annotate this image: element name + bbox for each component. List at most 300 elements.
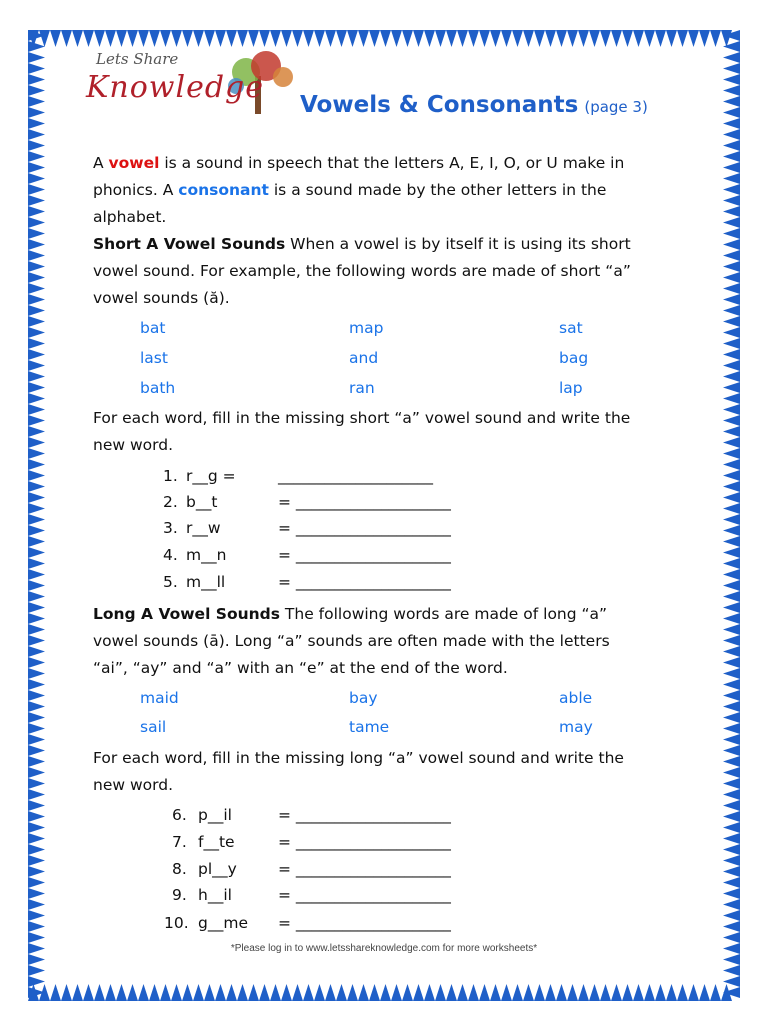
intro-line-1: A vowel is a sound in speech that the letters A, E, I, O, or U make in	[93, 154, 625, 172]
border-triangle	[723, 217, 740, 228]
border-triangle	[699, 984, 710, 1001]
border-triangle	[28, 932, 45, 943]
border-triangle	[28, 536, 45, 547]
border-triangle	[723, 569, 740, 580]
border-triangle	[723, 360, 740, 371]
border-triangle	[413, 30, 424, 47]
border-triangle	[28, 162, 45, 173]
border-triangle	[369, 984, 380, 1001]
border-triangle	[28, 426, 45, 437]
intro-line-2: phonics. A consonant is a sound made by the other letters in the	[93, 181, 607, 199]
border-triangle	[723, 261, 740, 272]
border-triangle	[545, 30, 556, 47]
border-triangle	[28, 690, 45, 701]
border-triangle	[61, 984, 72, 1001]
border-triangle	[28, 30, 45, 41]
border-triangle	[28, 206, 45, 217]
border-triangle	[28, 41, 45, 52]
exercise-number: 6.	[172, 806, 187, 824]
border-triangle	[28, 305, 45, 316]
border-triangle	[248, 984, 259, 1001]
exercise-number: 3.	[163, 519, 178, 537]
border-triangle	[723, 580, 740, 591]
border-triangle	[28, 866, 45, 877]
border-triangle	[723, 481, 740, 492]
border-triangle	[545, 984, 556, 1001]
short-a-line-2: vowel sound. For example, the following words are made of short “a”	[93, 262, 631, 280]
exercise-word: m__n	[186, 546, 227, 564]
answer-blank[interactable]: = ____________________	[278, 493, 451, 511]
border-triangle	[281, 984, 292, 1001]
exercise-number: 9.	[172, 886, 187, 904]
border-triangle	[523, 30, 534, 47]
border-triangle	[723, 349, 740, 360]
border-triangle	[28, 965, 45, 976]
border-triangle	[28, 107, 45, 118]
border-triangle	[28, 668, 45, 679]
border-triangle	[424, 984, 435, 1001]
border-triangle	[28, 217, 45, 228]
border-triangle	[723, 910, 740, 921]
border-triangle	[723, 459, 740, 470]
border-triangle	[28, 349, 45, 360]
border-triangle	[50, 984, 61, 1001]
border-triangle	[622, 30, 633, 47]
border-triangle	[28, 371, 45, 382]
border-triangle	[83, 984, 94, 1001]
border-triangle	[556, 984, 567, 1001]
title-text: Vowels & Consonants	[300, 92, 579, 118]
border-triangle	[723, 899, 740, 910]
exercise-word: f__te	[198, 833, 235, 851]
border-triangle	[655, 984, 666, 1001]
border-triangle	[723, 558, 740, 569]
border-triangle	[28, 778, 45, 789]
border-triangle	[723, 954, 740, 965]
answer-blank[interactable]: = ____________________	[278, 886, 451, 904]
border-triangle	[479, 984, 490, 1001]
border-triangle	[28, 745, 45, 756]
exercise-word: pl__y	[198, 860, 237, 878]
border-triangle	[28, 602, 45, 613]
border-triangle	[688, 30, 699, 47]
border-triangle	[723, 151, 740, 162]
border-triangle	[28, 470, 45, 481]
border-triangle	[380, 984, 391, 1001]
instruction-line-1: For each word, fill in the missing short “a” vowel sound and write the	[93, 409, 631, 427]
border-triangle	[182, 984, 193, 1001]
border-triangle	[391, 30, 402, 47]
border-triangle	[468, 30, 479, 47]
exercise-number: 1.	[163, 467, 178, 485]
border-triangle	[501, 30, 512, 47]
border-triangle	[116, 984, 127, 1001]
border-triangle	[723, 965, 740, 976]
short-a-instruction	[93, 405, 693, 459]
border-triangle	[723, 668, 740, 679]
border-triangle	[723, 679, 740, 690]
word: map	[349, 319, 384, 337]
border-triangle	[723, 470, 740, 481]
border-triangle	[723, 855, 740, 866]
border-triangle	[28, 624, 45, 635]
border-triangle	[28, 85, 45, 96]
border-triangle	[446, 984, 457, 1001]
border-triangle	[259, 984, 270, 1001]
instruction-line-1: For each word, fill in the missing long “a” vowel sound and write the	[93, 749, 624, 767]
border-triangle	[490, 984, 501, 1001]
border-triangle	[28, 338, 45, 349]
border-right	[720, 30, 740, 1001]
border-triangle	[723, 833, 740, 844]
border-triangle	[723, 283, 740, 294]
border-bottom	[28, 981, 740, 1001]
border-triangle	[424, 30, 435, 47]
border-triangle	[723, 822, 740, 833]
exercise-number: 4.	[163, 546, 178, 564]
answer-blank[interactable]: ____________________	[278, 467, 433, 485]
border-triangle	[28, 547, 45, 558]
border-triangle	[105, 984, 116, 1001]
answer-blank[interactable]: = ____________________	[278, 573, 451, 591]
footer-note: *Please log in to www.letsshareknowledge.com for more worksheets*	[230, 943, 538, 954]
border-triangle	[600, 30, 611, 47]
answer-blank[interactable]: = ____________________	[278, 546, 451, 564]
border-triangle	[611, 984, 622, 1001]
page-label: (page 3)	[584, 98, 648, 116]
word: last	[140, 349, 168, 367]
border-triangle	[723, 921, 740, 932]
border-triangle	[72, 984, 83, 1001]
answer-blank[interactable]: = ____________________	[278, 833, 451, 851]
border-triangle	[723, 448, 740, 459]
border-triangle	[28, 734, 45, 745]
border-triangle	[314, 30, 325, 47]
border-triangle	[402, 30, 413, 47]
border-triangle	[633, 30, 644, 47]
word: lap	[559, 379, 583, 397]
border-triangle	[28, 74, 45, 85]
border-triangle	[723, 41, 740, 52]
border-triangle	[215, 984, 226, 1001]
border-triangle	[28, 679, 45, 690]
border-triangle	[28, 877, 45, 888]
border-triangle	[723, 514, 740, 525]
border-triangle	[578, 30, 589, 47]
border-triangle	[204, 984, 215, 1001]
long-a-paragraph	[93, 601, 693, 682]
border-triangle	[723, 294, 740, 305]
border-triangle	[28, 228, 45, 239]
border-triangle	[138, 984, 149, 1001]
border-triangle	[723, 591, 740, 602]
border-triangle	[402, 984, 413, 1001]
border-triangle	[380, 30, 391, 47]
instruction-line-2: new word.	[93, 436, 173, 454]
border-triangle	[28, 635, 45, 646]
border-triangle	[28, 151, 45, 162]
border-triangle	[28, 844, 45, 855]
border-triangle	[723, 811, 740, 822]
border-triangle	[28, 954, 45, 965]
word: ran	[349, 379, 375, 397]
border-left	[28, 30, 48, 1001]
border-triangle	[28, 294, 45, 305]
word: maid	[140, 689, 179, 707]
border-triangle	[28, 140, 45, 151]
border-triangle	[28, 833, 45, 844]
border-triangle	[512, 30, 523, 47]
border-triangle	[556, 30, 567, 47]
border-triangle	[723, 756, 740, 767]
border-triangle	[723, 415, 740, 426]
border-triangle	[723, 63, 740, 74]
border-triangle	[336, 984, 347, 1001]
border-triangle	[28, 492, 45, 503]
border-triangle	[28, 184, 45, 195]
border-triangle	[490, 30, 501, 47]
border-triangle	[723, 118, 740, 129]
border-triangle	[28, 811, 45, 822]
border-triangle	[28, 800, 45, 811]
word: sat	[559, 319, 583, 337]
border-triangle	[723, 767, 740, 778]
border-triangle	[28, 195, 45, 206]
border-triangle	[446, 30, 457, 47]
short-a-paragraph	[93, 231, 693, 312]
border-triangle	[226, 984, 237, 1001]
border-triangle	[723, 877, 740, 888]
border-triangle	[28, 855, 45, 866]
border-triangle	[28, 503, 45, 514]
answer-blank[interactable]: = ____________________	[278, 914, 451, 932]
border-triangle	[723, 162, 740, 173]
border-triangle	[567, 30, 578, 47]
border-triangle	[723, 613, 740, 624]
border-triangle	[28, 657, 45, 668]
word: sail	[140, 718, 167, 736]
border-triangle	[28, 921, 45, 932]
exercise-word: h__il	[198, 886, 232, 904]
exercise-number: 8.	[172, 860, 187, 878]
border-triangle	[303, 984, 314, 1001]
border-triangle	[723, 206, 740, 217]
intro-line-3: alphabet.	[93, 208, 167, 226]
border-triangle	[28, 756, 45, 767]
border-triangle	[723, 492, 740, 503]
border-triangle	[644, 984, 655, 1001]
exercise-number: 5.	[163, 573, 178, 591]
logo-line2: Knowledge	[86, 70, 264, 105]
border-triangle	[723, 602, 740, 613]
border-triangle	[28, 173, 45, 184]
border-triangle	[723, 184, 740, 195]
border-triangle	[723, 866, 740, 877]
border-triangle	[369, 30, 380, 47]
border-triangle	[723, 525, 740, 536]
border-triangle	[28, 558, 45, 569]
border-triangle	[723, 316, 740, 327]
border-triangle	[28, 129, 45, 140]
border-triangle	[723, 173, 740, 184]
exercise-word: r__g =	[186, 467, 236, 485]
border-triangle	[567, 984, 578, 1001]
border-triangle	[292, 984, 303, 1001]
border-triangle	[723, 734, 740, 745]
word: tame	[349, 718, 390, 736]
exercise-number: 10.	[164, 914, 189, 932]
border-triangle	[723, 701, 740, 712]
long-a-heading: Long A Vowel Sounds	[93, 605, 280, 623]
border-triangle	[127, 984, 138, 1001]
border-triangle	[723, 140, 740, 151]
border-triangle	[723, 646, 740, 657]
border-triangle	[723, 635, 740, 646]
exercise-number: 2.	[163, 493, 178, 511]
border-triangle	[28, 525, 45, 536]
exercise-word: r__w	[186, 519, 221, 537]
border-triangle	[723, 723, 740, 734]
border-triangle	[723, 129, 740, 140]
border-triangle	[723, 800, 740, 811]
border-triangle	[149, 984, 160, 1001]
border-triangle	[171, 984, 182, 1001]
border-triangle	[723, 503, 740, 514]
word: able	[559, 689, 593, 707]
border-triangle	[28, 976, 45, 987]
border-triangle	[336, 30, 347, 47]
border-triangle	[723, 305, 740, 316]
logo-line1: Lets Share	[96, 50, 179, 68]
border-triangle	[28, 393, 45, 404]
word: bat	[140, 319, 166, 337]
border-triangle	[28, 712, 45, 723]
border-triangle	[358, 984, 369, 1001]
border-triangle	[677, 30, 688, 47]
border-triangle	[347, 984, 358, 1001]
exercise-word: m__ll	[186, 573, 226, 591]
border-triangle	[28, 382, 45, 393]
border-triangle	[28, 899, 45, 910]
border-triangle	[28, 723, 45, 734]
border-triangle	[347, 30, 358, 47]
border-triangle	[28, 118, 45, 129]
border-triangle	[28, 52, 45, 63]
answer-blank[interactable]: = ____________________	[278, 806, 451, 824]
border-triangle	[723, 987, 740, 998]
border-triangle	[723, 250, 740, 261]
border-triangle	[534, 30, 545, 47]
page-title	[300, 92, 648, 118]
border-triangle	[723, 30, 740, 41]
border-triangle	[28, 646, 45, 657]
border-triangle	[28, 514, 45, 525]
border-triangle	[314, 984, 325, 1001]
border-triangle	[479, 30, 490, 47]
border-triangle	[28, 888, 45, 899]
border-triangle	[723, 272, 740, 283]
word: and	[349, 349, 379, 367]
border-triangle	[723, 52, 740, 63]
long-a-line-1: Long A Vowel Sounds The following words are made of long “a”	[93, 605, 608, 623]
border-triangle	[723, 85, 740, 96]
exercise-number: 7.	[172, 833, 187, 851]
border-triangle	[723, 382, 740, 393]
border-triangle	[723, 547, 740, 558]
border-triangle	[325, 30, 336, 47]
short-a-heading: Short A Vowel Sounds	[93, 235, 286, 253]
border-triangle	[28, 415, 45, 426]
border-triangle	[600, 984, 611, 1001]
border-triangle	[358, 30, 369, 47]
answer-blank[interactable]: = ____________________	[278, 860, 451, 878]
border-triangle	[28, 261, 45, 272]
border-triangle	[622, 984, 633, 1001]
border-triangle	[723, 371, 740, 382]
border-triangle	[723, 327, 740, 338]
border-triangle	[534, 984, 545, 1001]
border-triangle	[28, 96, 45, 107]
border-triangle	[699, 30, 710, 47]
border-triangle	[723, 338, 740, 349]
border-triangle	[523, 984, 534, 1001]
border-triangle	[413, 984, 424, 1001]
border-triangle	[723, 844, 740, 855]
border-triangle	[611, 30, 622, 47]
border-triangle	[28, 272, 45, 283]
border-triangle	[28, 569, 45, 580]
border-triangle	[723, 74, 740, 85]
border-triangle	[270, 984, 281, 1001]
border-triangle	[28, 591, 45, 602]
long-a-line-3: “ai”, “ay” and “a” with an “e” at the end of the word.	[93, 659, 508, 677]
word: bag	[559, 349, 589, 367]
border-triangle	[655, 30, 666, 47]
border-triangle	[578, 984, 589, 1001]
border-triangle	[644, 30, 655, 47]
border-triangle	[666, 30, 677, 47]
border-triangle	[28, 239, 45, 250]
border-triangle	[723, 778, 740, 789]
border-triangle	[28, 580, 45, 591]
border-triangle	[723, 657, 740, 668]
answer-blank[interactable]: = ____________________	[278, 519, 451, 537]
border-triangle	[28, 459, 45, 470]
border-triangle	[28, 250, 45, 261]
border-triangle	[723, 888, 740, 899]
border-triangle	[435, 984, 446, 1001]
border-triangle	[723, 712, 740, 723]
border-triangle	[468, 984, 479, 1001]
logo	[78, 44, 308, 120]
vowel-term: vowel	[108, 154, 160, 172]
border-triangle	[723, 789, 740, 800]
border-triangle	[28, 613, 45, 624]
border-triangle	[723, 404, 740, 415]
border-triangle	[50, 30, 61, 47]
border-triangle	[94, 984, 105, 1001]
border-triangle	[677, 984, 688, 1001]
border-triangle	[160, 984, 171, 1001]
exercise-word: p__il	[198, 806, 232, 824]
border-triangle	[723, 745, 740, 756]
border-triangle	[501, 984, 512, 1001]
border-triangle	[435, 30, 446, 47]
border-triangle	[723, 239, 740, 250]
border-triangle	[723, 426, 740, 437]
border-triangle	[723, 393, 740, 404]
consonant-term: consonant	[178, 181, 269, 199]
